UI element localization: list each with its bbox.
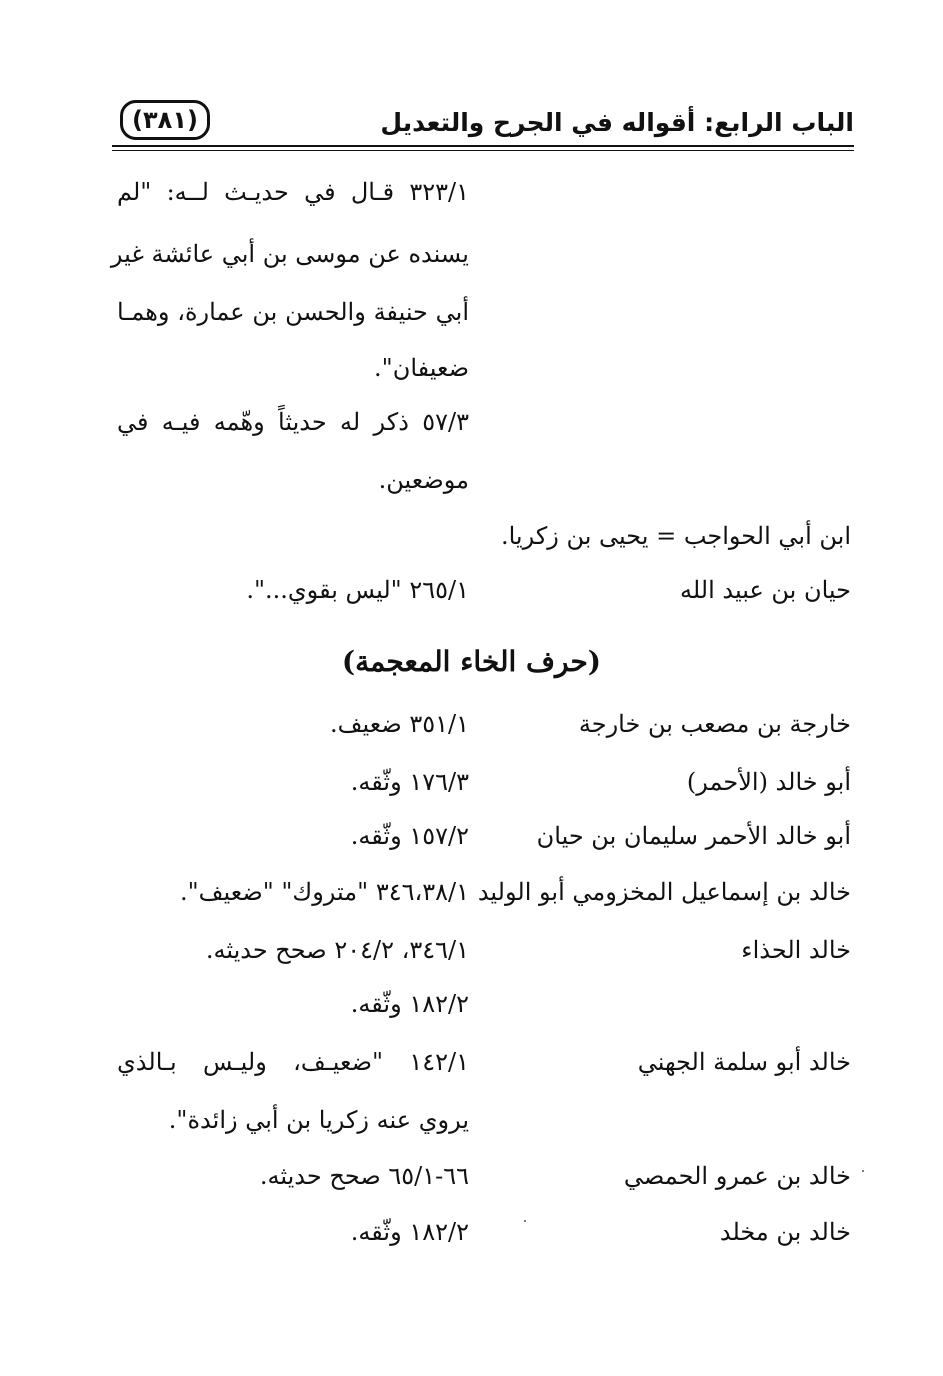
continuation-line: أبي حنيفة والحسن بن عمارة، وهمـا [117,298,469,326]
narrator-reference: ٣٤٦/١، ٢٠٤/٢ صحح حديثه. [205,936,469,964]
narrator-reference: ١٥٧/٢ وثّقه. [350,822,469,850]
continuation-line: ٥٧/٣ ذكر له حديثاً وهّمه فيـه في [117,408,469,436]
page-header [112,100,854,144]
section-heading: (حرف الخاء المعجمة) [341,645,602,678]
narrator-reference: ٣٥١/١ ضعيف. [330,710,469,738]
scan-speck [524,1220,526,1222]
header-rule [112,145,854,147]
narrator-reference: ١٨٢/٢ وثّقه. [350,1218,469,1246]
chapter-title: الباب الرابع: أقواله في الجرح والتعديل [380,108,854,137]
narrator-name: أبو خالد الأحمر سليمان بن حيان [536,822,851,850]
scan-speck [862,1170,864,1172]
continuation-line: موضعين. [378,466,469,494]
narrator-name: خالد الحذاء [741,936,851,964]
narrator-name: خالد بن إسماعيل المخزومي أبو الوليد [477,878,851,906]
narrator-name: أبو خالد (الأحمر) [686,768,851,796]
narrator-reference: ٦٦-٦٥/١ صحح حديثه. [259,1162,469,1190]
narrator-name: حيان بن عبيد الله [679,576,851,604]
narrator-name: خارجة بن مصعب بن خارجة [578,710,851,738]
continuation-line: ضعيفان". [374,354,469,382]
continuation-line: ٣٢٣/١ قـال في حديـث لــه: "لم [117,178,469,206]
narrator-reference: ١٤٢/١ "ضعيـف، وليـس بـالذي [117,1048,469,1076]
narrator-reference: ٣٤٦،٣٨/١ "متروك" "ضعيف". [180,878,469,906]
narrator-name: خالد بن عمرو الحمصي [623,1162,851,1190]
narrator-reference: ١٧٦/٣ وثّقه. [350,768,469,796]
narrator-reference: ٢٦٥/١ "ليس بقوي...". [246,576,469,604]
narrator-reference: يروي عنه زكريا بن أبي زائدة". [168,1106,469,1134]
narrator-reference: ١٨٢/٢ وثّقه. [350,990,469,1018]
narrator-name: خالد بن مخلد [719,1218,851,1246]
continuation-line: يسنده عن موسى بن أبي عائشة غير [110,240,469,268]
narrator-name: خالد أبو سلمة الجهني [637,1048,851,1076]
header-rule-thin [112,150,854,151]
cross-reference: ابن أبي الحواجب = يحيى بن زكريا. [500,522,851,550]
page-number: (٣٨١) [120,100,210,140]
